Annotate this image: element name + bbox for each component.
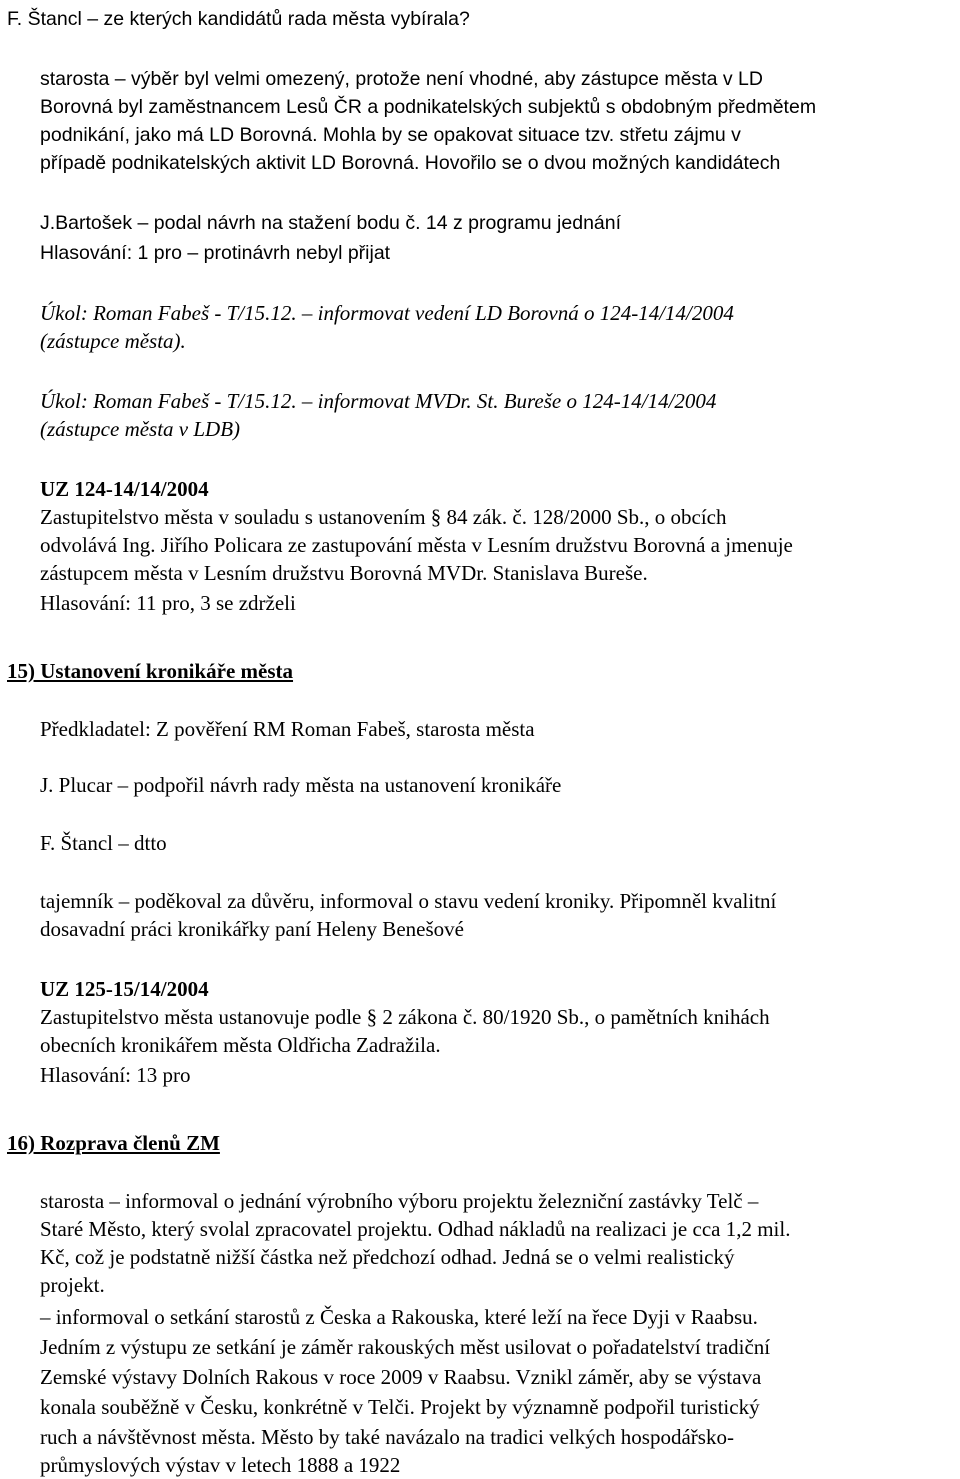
submitter-line: Předkladatel: Z pověření RM Roman Fabeš, starosta města	[40, 717, 535, 741]
vote-result: Hlasování: 11 pro, 3 se zdrželi	[40, 591, 296, 615]
paragraph-line: Borovná byl zaměstnancem Lesů ČR a podnikatelských subjektů s obdobným předmětem	[40, 96, 817, 118]
paragraph-line: podnikání, jako má LD Borovná. Mohla by se opakovat situace tzv. střetu zájmu v	[40, 124, 741, 146]
paragraph-line: F. Štancl – dtto	[40, 831, 167, 855]
paragraph-line: J.Bartošek – podal návrh na stažení bodu č. 14 z programu jednání	[40, 212, 622, 234]
resolution-number: UZ 124-14/14/2004	[40, 477, 209, 501]
paragraph-line: obecních kronikářem města Oldřicha Zadražila.	[40, 1033, 441, 1057]
vote-result: Hlasování: 1 pro – protinávrh nebyl přijat	[40, 242, 391, 264]
resolution-number: UZ 125-15/14/2004	[40, 977, 209, 1001]
paragraph-line: Zastupitelstvo města v souladu s ustanovením § 84 zák. č. 128/2000 Sb., o obcích	[40, 505, 727, 529]
paragraph-line: Zastupitelstvo města ustanovuje podle § 2 zákona č. 80/1920 Sb., o pamětních knihách	[40, 1005, 770, 1029]
task-line: Úkol: Roman Fabeš - T/15.12. – informovat MVDr. St. Bureše o 124-14/14/2004	[40, 389, 717, 413]
task-line: Úkol: Roman Fabeš - T/15.12. – informovat vedení LD Borovná o 124-14/14/2004	[40, 301, 734, 325]
paragraph-line: projekt.	[40, 1273, 105, 1297]
paragraph-line: starosta – výběr byl velmi omezený, protože není vhodné, aby zástupce města v LD	[40, 68, 763, 90]
paragraph-line: Kč, což je podstatně nižší částka než předchozí odhad. Jedná se o velmi realistický	[40, 1245, 735, 1269]
paragraph-line: případě podnikatelských aktivit LD Borovná. Hovořilo se o dvou možných kandidátech	[40, 152, 781, 174]
paragraph-line: Jedním z výstupu ze setkání je záměr rakouských měst usilovat o pořadatelství tradiční	[40, 1335, 771, 1359]
question-stancl: F. Štancl – ze kterých kandidátů rada města vybírala?	[7, 8, 470, 30]
paragraph-line: Zemské výstavy Dolních Rakous v roce 2009 v Raabsu. Vznikl záměr, aby se výstava	[40, 1365, 762, 1389]
paragraph-line: průmyslových výstav v letech 1888 a 1922	[40, 1453, 401, 1477]
paragraph-line: – informoval o setkání starostů z Česka a Rakouska, které leží na řece Dyji v Raabsu.	[40, 1305, 758, 1329]
paragraph-line: odvolává Ing. Jiřího Policara ze zastupování města v Lesním družstvu Borovná a jmenuje	[40, 533, 793, 557]
paragraph-line: ruch a návštěvnost města. Město by také navázalo na tradici velkých hospodářsko-	[40, 1425, 734, 1449]
paragraph-line: tajemník – poděkoval za důvěru, informoval o stavu vedení kroniky. Připomněl kvalitní	[40, 889, 777, 913]
task-line: (zástupce města).	[40, 329, 186, 353]
paragraph-line: dosavadní práci kronikářky paní Heleny Benešové	[40, 917, 464, 941]
paragraph-line: Staré Město, který svolal zpracovatel projektu. Odhad nákladů na realizaci je cca 1,2 mil.	[40, 1217, 791, 1241]
task-line: (zástupce města v LDB)	[40, 417, 241, 441]
paragraph-line: zástupcem města v Lesním družstvu Borovná MVDr. Stanislava Bureše.	[40, 561, 648, 585]
paragraph-line: konala souběžně v Česku, konkrétně v Telči. Projekt by významně podpořil turistický	[40, 1395, 760, 1419]
paragraph-line: starosta – informoval o jednání výrobního výboru projektu železniční zastávky Telč –	[40, 1189, 759, 1213]
section-heading-15: 15) Ustanovení kronikáře města	[7, 659, 294, 683]
section-heading-16: 16) Rozprava členů ZM	[7, 1131, 220, 1155]
paragraph-line: J. Plucar – podpořil návrh rady města na ustanovení kronikáře	[40, 773, 562, 797]
vote-result: Hlasování: 13 pro	[40, 1063, 191, 1087]
